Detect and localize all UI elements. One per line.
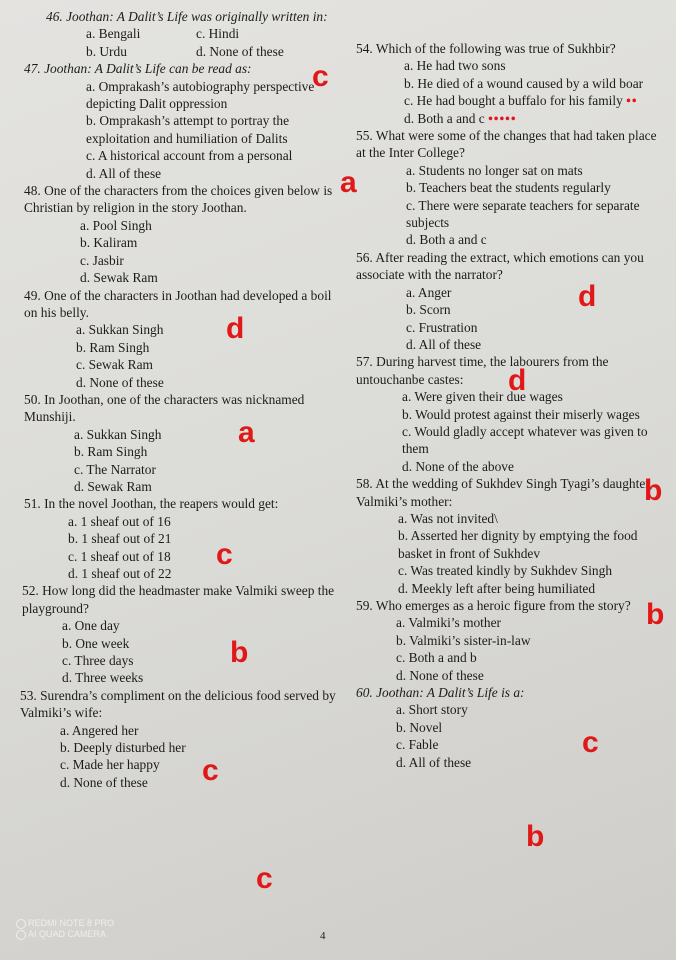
question-text: 48. One of the characters from the choices given below is Christian by religion in the story Joothan. <box>24 183 333 216</box>
question-47 <box>24 60 340 182</box>
question-text: 58. At the wedding of Sukhdev Singh Tyagi’s daughter, Valmiki’s mother: <box>356 476 653 509</box>
option-c: c. Jasbir <box>80 252 124 268</box>
answer-mark-q49: a <box>238 416 255 449</box>
question-59 <box>356 597 658 684</box>
answer-mark-q48: d <box>226 312 245 345</box>
option-b: b. Kaliram <box>80 235 138 251</box>
option-d <box>404 110 658 127</box>
option-a: a. Sukkan Singh <box>74 426 162 442</box>
option-b: b. Omprakash’s attempt to portray the exploitation and humiliation of Dalits <box>86 113 290 146</box>
option-a: a. Omprakash’s autobiography perspective depicting Dalit oppression <box>86 78 315 112</box>
answer-mark-q52: c <box>202 754 219 787</box>
option-b: b. He died of a wound caused by a wild boar <box>404 75 644 91</box>
option-a: a. Short story <box>396 702 468 718</box>
option-c: c. Sewak Ram <box>76 357 153 373</box>
red-dots-mark: ••••• <box>488 110 517 126</box>
question-text: 50. In Joothan, one of the characters was nicknamed Munshiji. <box>24 391 305 425</box>
answer-mark-q57: b <box>644 474 663 507</box>
answer-mark-q58: b <box>646 598 665 631</box>
option-d: d. Three weeks <box>62 670 144 686</box>
option-c: c. Was treated kindly by Sukhdev Singh <box>398 563 613 579</box>
question-text: 54. Which of the following was true of Sukhbir? <box>356 41 616 56</box>
camera-lens-icon <box>16 919 26 929</box>
question-56 <box>356 249 658 353</box>
question-text: 47. Joothan: A Dalit’s Life can be read as: <box>24 61 252 77</box>
option-d: d. None of these <box>60 774 148 790</box>
question-text: 49. One of the characters in Joothan had developed a boil on his belly. <box>24 287 332 320</box>
left-column <box>20 8 340 791</box>
question-text: 56. After reading the extract, which emotions can you associate with the narrator? <box>356 249 644 283</box>
watermark-line-2: AI QUAD CAMERA <box>28 929 107 939</box>
answer-mark-q50: c <box>216 538 233 571</box>
option-d: d. All of these <box>86 165 162 181</box>
answer-mark-q55: d <box>578 280 597 313</box>
option-d: d. All of these <box>396 754 472 770</box>
page-number: 4 <box>320 930 326 942</box>
option-b: b. Ram Singh <box>74 444 148 460</box>
option-d: d. Both a and c <box>406 232 487 248</box>
question-50 <box>24 391 340 495</box>
option-a: a. Valmiki’s mother <box>396 615 502 631</box>
option-c: c. Frustration <box>406 319 478 335</box>
question-49 <box>24 287 340 391</box>
question-text: 55. What were some of the changes that had taken place at the Inter College? <box>356 128 657 161</box>
option-c: c. Both a and b <box>396 650 477 666</box>
question-text: 52. How long did the headmaster make Valmiki sweep the playground? <box>22 583 335 616</box>
option-c: c. Would gladly accept whatever was given to them <box>402 423 648 457</box>
option-a: a. Pool Singh <box>80 217 152 233</box>
camera-watermark <box>16 918 114 940</box>
option-a: a. Was not invited\ <box>398 510 498 526</box>
option-b: b. Teachers beat the students regularly <box>406 180 611 196</box>
option-c: c. 1 sheaf out of 18 <box>68 548 171 564</box>
option-b: b. Valmiki’s sister-in-law <box>396 632 531 648</box>
question-48 <box>24 182 340 286</box>
option-a: a. Bengali <box>86 26 141 42</box>
option-c-text: c. He had bought a buffalo for his family <box>404 93 623 109</box>
option-c: c. A historical account from a personal <box>86 148 293 164</box>
question-52 <box>22 582 340 686</box>
right-column <box>356 40 658 771</box>
question-text: 57. During harvest time, the labourers from the untouchanbe castes: <box>356 354 609 387</box>
option-d: d. None of these <box>76 374 164 390</box>
question-57 <box>356 353 658 475</box>
option-b: b. Scorn <box>406 302 451 318</box>
option-d: d. Sewak Ram <box>80 270 158 286</box>
option-a: a. Anger <box>406 284 452 300</box>
option-c <box>404 92 658 109</box>
option-a: a. 1 sheaf out of 16 <box>68 513 171 529</box>
answer-mark-q51: b <box>230 636 249 669</box>
option-d: d. 1 sheaf out of 22 <box>68 566 172 581</box>
option-b: b. Asserted her dignity by emptying the food basket in front of Sukhdev <box>398 528 638 561</box>
answer-mark-q60: b <box>526 820 545 853</box>
red-dots-mark: •• <box>626 93 638 109</box>
question-text: 51. In the novel Joothan, the reapers would get: <box>24 496 279 512</box>
question-55 <box>356 127 658 249</box>
option-a: a. Students no longer sat on mats <box>406 162 583 178</box>
camera-lens-icon <box>16 930 26 940</box>
answer-mark-q46: c <box>312 60 329 93</box>
option-d-text: d. Both a and c <box>404 110 485 126</box>
option-a: a. Angered her <box>60 722 139 738</box>
option-d: d. None of these <box>196 43 284 59</box>
option-b: b. Novel <box>396 719 443 735</box>
option-b: b. Urdu <box>86 43 127 59</box>
option-b: b. Deeply disturbed her <box>60 740 186 756</box>
option-c: c. Hindi <box>196 26 240 42</box>
question-51 <box>24 495 340 582</box>
question-46 <box>46 8 340 60</box>
option-b: b. Would protest against their miserly wages <box>402 406 640 422</box>
question-54 <box>356 40 658 127</box>
option-a: a. Were given their due wages <box>402 389 563 405</box>
option-a: a. Sukkan Singh <box>76 322 164 338</box>
option-d: d. Meekly left after being humiliated <box>398 580 596 596</box>
answer-mark-q53: c <box>256 862 273 895</box>
option-c: c. Fable <box>396 737 439 753</box>
question-text: 53. Surendra’s compliment on the delicious food served by Valmiki’s wife: <box>20 687 336 721</box>
option-a: a. He had two sons <box>404 58 506 74</box>
answer-mark-q47: a <box>340 166 357 199</box>
question-58 <box>356 475 658 597</box>
answer-mark-q59: c <box>582 726 599 759</box>
option-b: b. One week <box>62 635 130 651</box>
option-b: b. Ram Singh <box>76 339 150 355</box>
option-c: c. Three days <box>62 653 134 669</box>
option-d: d. None of these <box>396 667 484 683</box>
answer-mark-q56: d <box>508 364 527 397</box>
question-53 <box>20 687 340 791</box>
watermark-line-1: REDMI NOTE 8 PRO <box>28 918 115 928</box>
option-b: b. 1 sheaf out of 21 <box>68 531 172 547</box>
option-c: c. The Narrator <box>74 461 156 477</box>
question-text: 46. Joothan: A Dalit’s Life was originally written in: <box>46 9 328 24</box>
option-c: c. Made her happy <box>60 757 160 773</box>
option-c: c. There were separate teachers for separate subjects <box>406 197 640 231</box>
question-60 <box>356 684 658 771</box>
question-text: 59. Who emerges as a heroic figure from the story? <box>356 598 631 613</box>
option-a: a. One day <box>62 618 120 634</box>
question-text: 60. Joothan: A Dalit’s Life is a: <box>356 685 525 701</box>
option-d: d. All of these <box>406 336 482 352</box>
option-d: d. None of the above <box>402 458 514 474</box>
option-d: d. Sewak Ram <box>74 478 152 494</box>
